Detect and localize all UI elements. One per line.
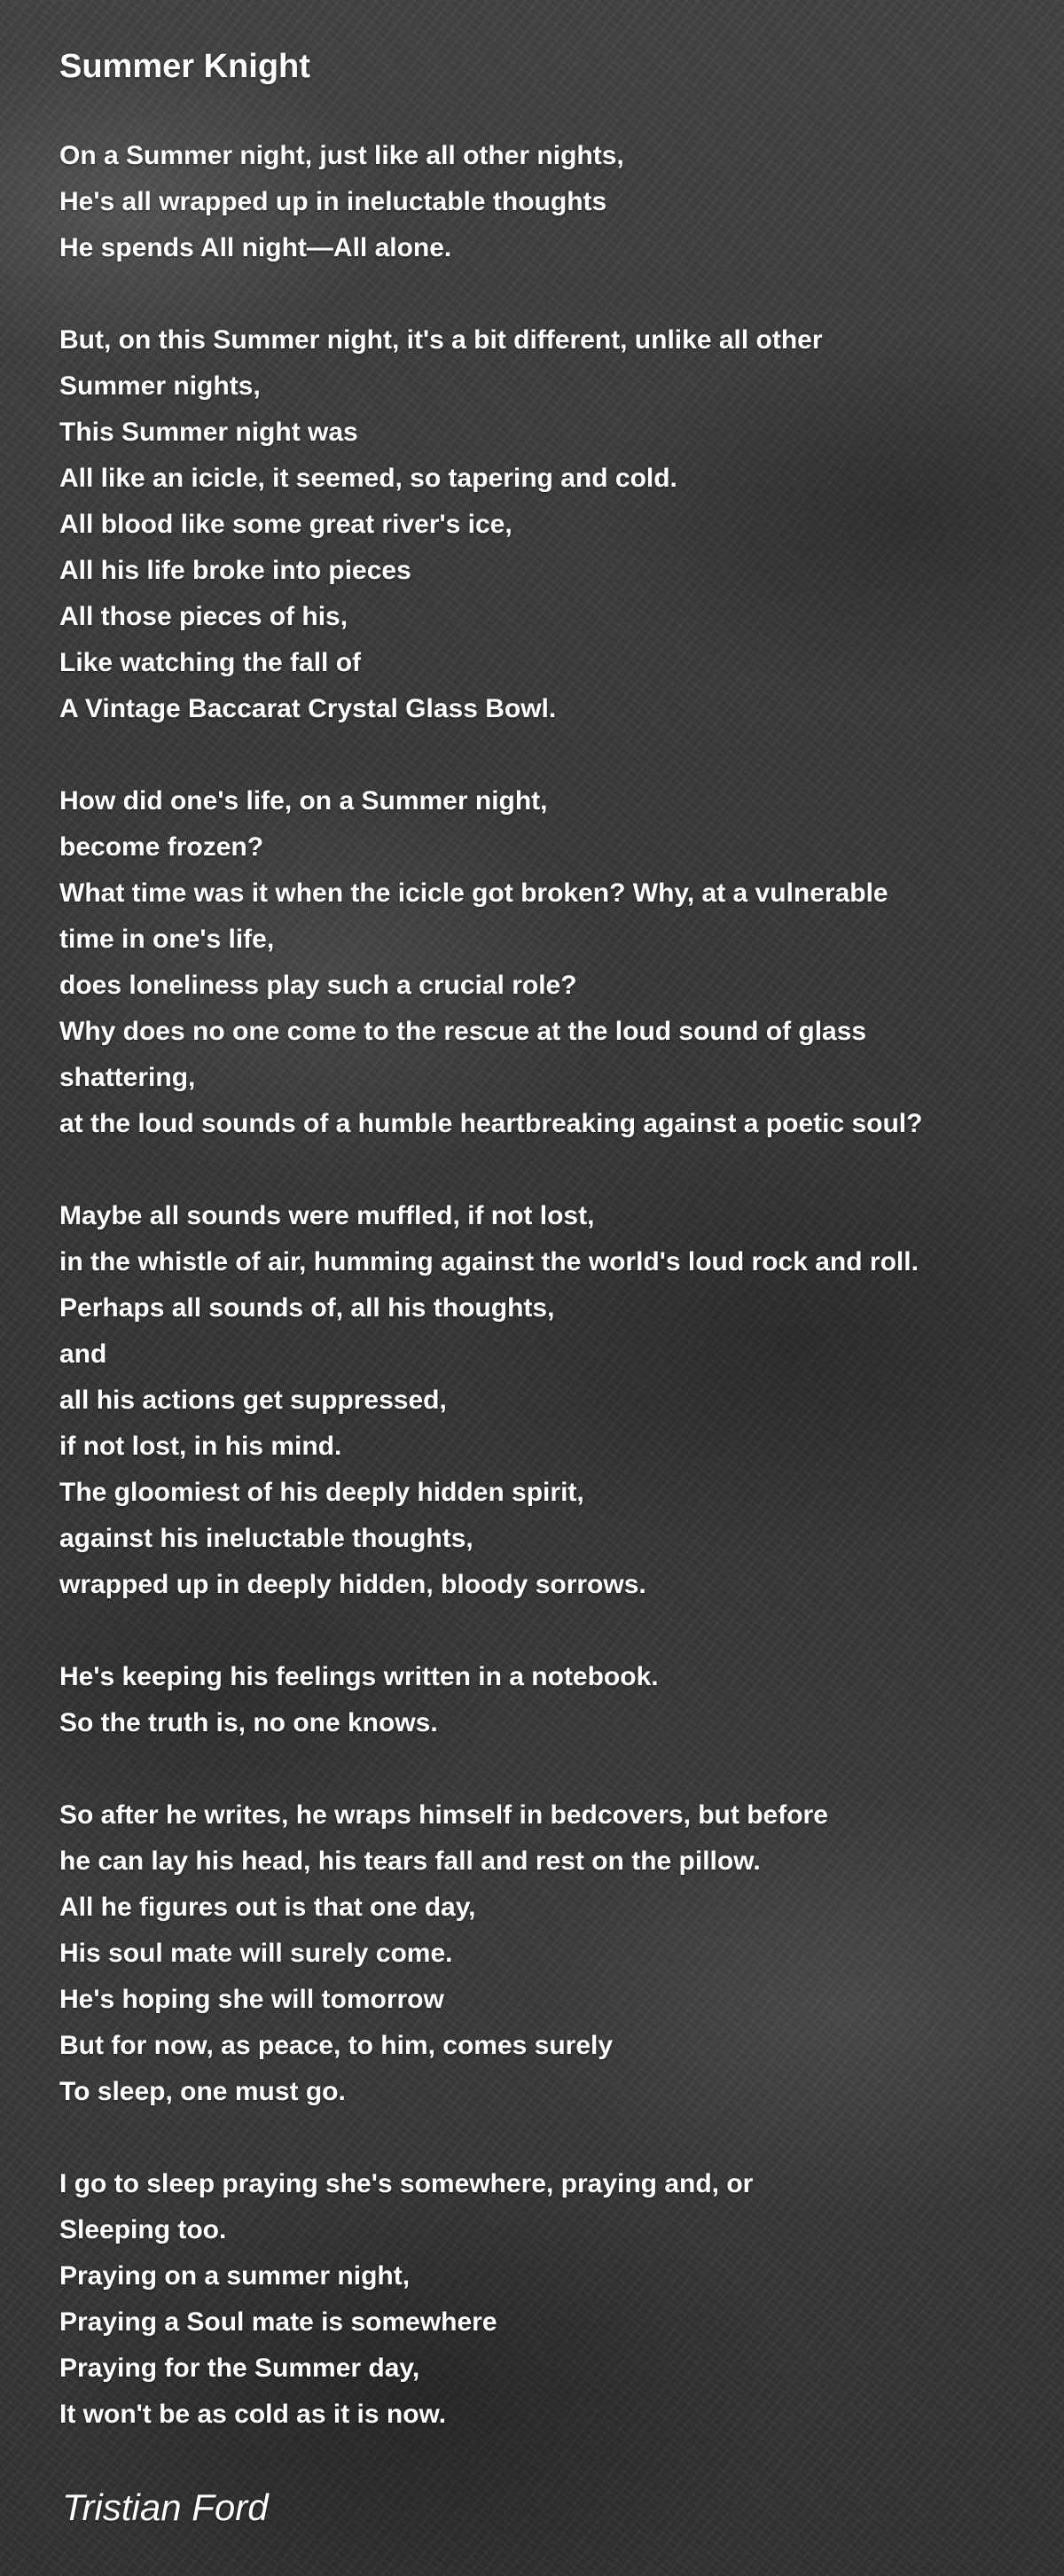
poem-line: All he figures out is that one day, [59,1893,476,1922]
stanza-7 [59,2161,1044,2438]
poem-line: He spends All night—All alone. [59,233,452,262]
poem-line: What time was it when the icicle got broken? Why, at a vulnerable [59,878,888,908]
poem-author: Tristian Ford [62,2486,269,2528]
poem-line: shattering, [59,1063,196,1092]
poem-title: Summer Knight [59,48,310,85]
poem-line: Praying on a summer night, [59,2261,411,2291]
poem-line: Maybe all sounds were muffled, if not lost, [59,1201,595,1230]
poem-line: All blood like some great river's ice, [59,510,512,539]
stanza-5 [59,1654,1044,1746]
stanza-2 [59,317,1044,732]
stanza-6 [59,1792,1044,2115]
poem-line: To sleep, one must go. [59,2077,346,2106]
poem-line: On a Summer night, just like all other nights, [59,141,624,170]
poem-line: Why does no one come to the rescue at the loud sound of glass [59,1017,867,1046]
poem-line: It won't be as cold as it is now. [59,2400,447,2429]
poem-line: So the truth is, no one knows. [59,1708,438,1737]
poem-line: So after he writes, he wraps himself in bedcovers, but before [59,1800,828,1830]
poem-line: All those pieces of his, [59,602,348,631]
poem-line: and [59,1339,107,1369]
poem-line: The gloomiest of his deeply hidden spirit, [59,1478,584,1507]
poem-line: become frozen? [59,832,264,862]
poem-line: He's all wrapped up in ineluctable thoughts [59,187,607,216]
poem-line: His soul mate will surely come. [59,1939,453,1968]
stanza-3 [59,778,1044,1147]
poem-line: he can lay his head, his tears fall and rest on the pillow. [59,1846,761,1876]
poem-line: I go to sleep praying she's somewhere, praying and, or [59,2169,754,2198]
stanza-1 [59,133,1044,271]
poem-line: Like watching the fall of [59,648,362,677]
poem-line: He's keeping his feelings written in a notebook. [59,1662,659,1691]
poem-body [59,133,1044,2484]
poem-line: He's hoping she will tomorrow [59,1985,444,2014]
poem-line: at the loud sounds of a humble heartbreaking against a poetic soul? [59,1109,923,1138]
poem-line: But, on this Summer night, it's a bit different, unlike all other [59,325,823,355]
poem-line: All like an icicle, it seemed, so tapering and cold. [59,464,677,493]
poem-line: against his ineluctable thoughts, [59,1524,473,1553]
poem-line: does loneliness play such a crucial role? [59,971,577,1000]
poem-line: A Vintage Baccarat Crystal Glass Bowl. [59,694,557,723]
poem-line: time in one's life, [59,925,275,954]
poem-line: How did one's life, on a Summer night, [59,786,548,816]
poem-line: Perhaps all sounds of, all his thoughts, [59,1293,555,1323]
stanza-4 [59,1193,1044,1608]
poem-line: This Summer night was [59,418,358,447]
poem-line: all his actions get suppressed, [59,1386,447,1415]
poem-line: Praying for the Summer day, [59,2354,420,2383]
poem-line: Summer nights, [59,371,261,401]
poem-line: Sleeping too. [59,2215,227,2244]
poem-line: Praying a Soul mate is somewhere [59,2307,497,2337]
poem-line: wrapped up in deeply hidden, bloody sorrows. [59,1570,646,1599]
poem-line: But for now, as peace, to him, comes surely [59,2031,614,2060]
poem-line: All his life broke into pieces [59,556,411,585]
poem-line: in the whistle of air, humming against the world's loud rock and roll. [59,1247,919,1276]
poem-line: if not lost, in his mind. [59,1432,342,1461]
